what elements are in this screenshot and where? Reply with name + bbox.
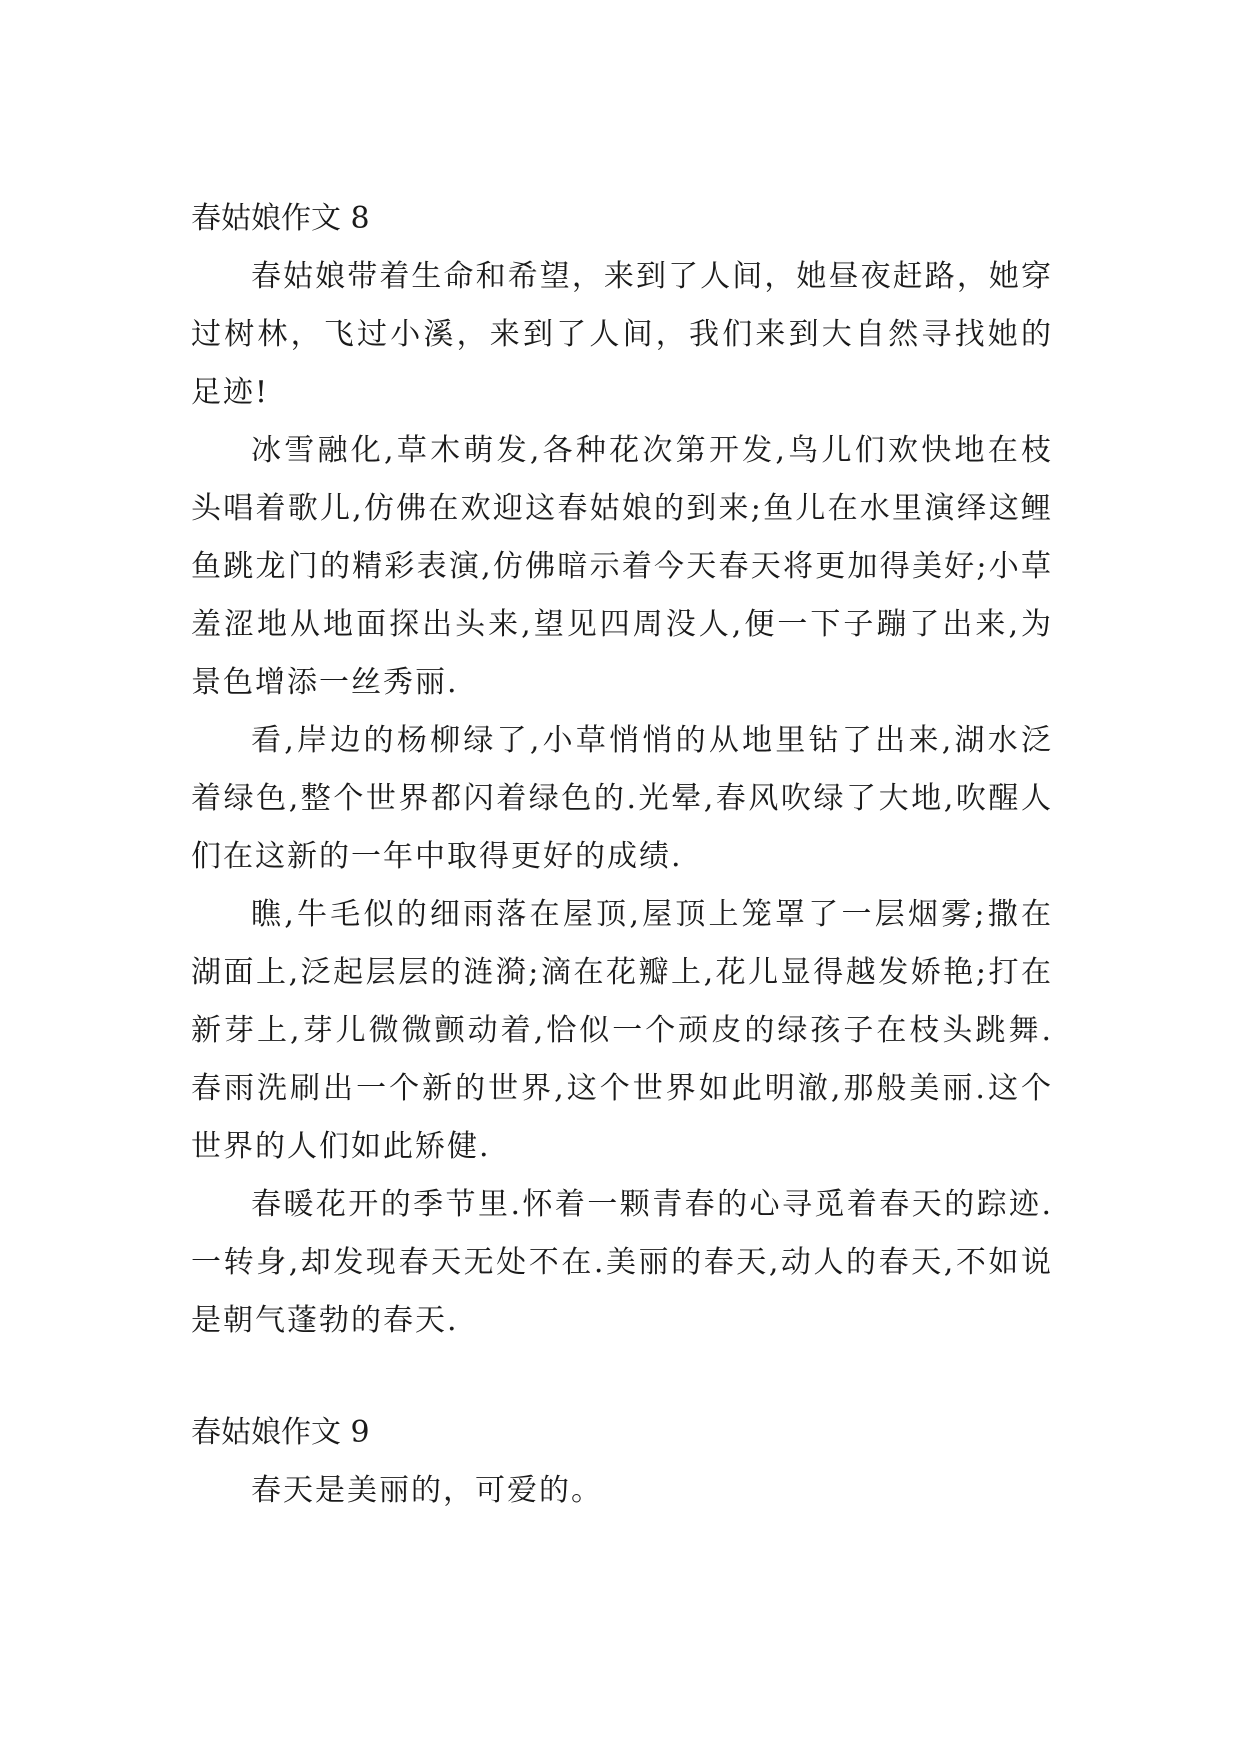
- essay-paragraph: 看,岸边的杨柳绿了,小草悄悄的从地里钻了出来,湖水泛着绿色,整个世界都闪着绿色的.光晕,春风吹绿了大地,吹醒人们在这新的一年中取得更好的成绩.: [191, 723, 1053, 874]
- essay-title: 春姑娘作文 9: [191, 1415, 370, 1450]
- essay-paragraph: 瞧,牛毛似的细雨落在屋顶,屋顶上笼罩了一层烟雾;撒在湖面上,泛起层层的涟漪;滴在花瓣上,花儿显得越发娇艳;打在新芽上,芽儿微微颤动着,恰似一个顽皮的绿孩子在枝头跳舞.春雨洗刷出一个新的世界,这个世界如此明澈,那般美丽.这个世界的人们如此矫健.: [191, 897, 1053, 1164]
- essay-paragraph: 冰雪融化,草木萌发,各种花次第开发,鸟儿们欢快地在枝头唱着歌儿,仿佛在欢迎这春姑娘的到来;鱼儿在水里演绎这鲤鱼跳龙门的精彩表演,仿佛暗示着今天春天将更加得美好;小草羞涩地从地面探出头来,望见四周没人,便一下子蹦了出来,为景色增添一丝秀丽.: [191, 433, 1053, 700]
- essay-9: [191, 1404, 1053, 1520]
- essay-paragraph: 春天是美丽的，可爱的。: [251, 1473, 603, 1508]
- essay-8: [191, 190, 1053, 1350]
- essay-paragraph: 春姑娘带着生命和希望，来到了人间，她昼夜赶路，她穿过树林，飞过小溪，来到了人间，我们来到大自然寻找她的足迹!: [191, 259, 1053, 410]
- essay-title: 春姑娘作文 8: [191, 201, 370, 236]
- essay-paragraph: 春暖花开的季节里.怀着一颗青春的心寻觅着春天的踪迹.一转身,却发现春天无处不在.美丽的春天,动人的春天,不如说是朝气蓬勃的春天.: [191, 1187, 1053, 1338]
